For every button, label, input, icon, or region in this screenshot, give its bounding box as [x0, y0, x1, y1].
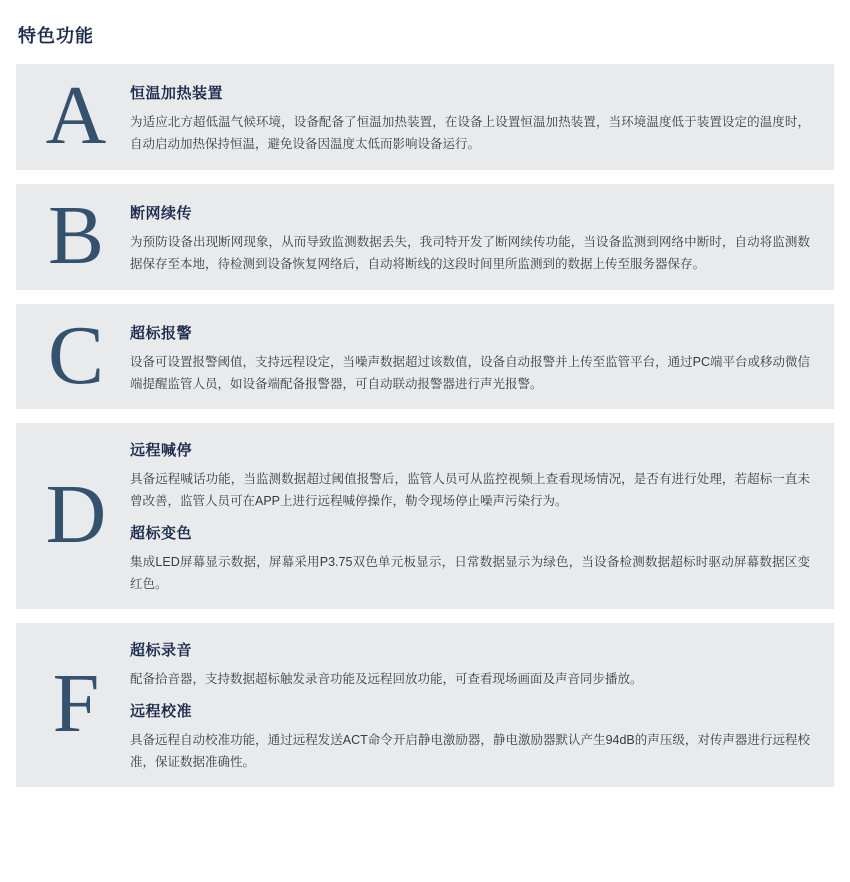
feature-text-secondary: 集成LED屏幕显示数据，屏幕采用P3.75双色单元板显示，日常数据显示为绿色，当设备检测数据超标时驱动屏幕数据区变红色。: [130, 555, 810, 592]
feature-title: 断网续传: [130, 204, 193, 222]
page-title: 特色功能: [18, 26, 94, 46]
feature-text-secondary: 具备远程自动校准功能，通过远程发送ACT命令开启静电激励器，静电激励器默认产生94dB的声压级，对传声器进行远程校准，保证数据准确性。: [130, 733, 810, 770]
feature-text: 为预防设备出现断网现象，从而导致监测数据丢失，我司特开发了断网续传功能，当设备监测到网络中断时，自动将监测数据保存至本地，待检测到设备恢复网络后，自动将断线的这段时间里所监测到的数据上传至服务器保存。: [130, 234, 810, 271]
feature-letter: F: [52, 657, 100, 751]
feature-body: [130, 316, 810, 395]
feature-letter: D: [45, 468, 107, 562]
feature-body: [130, 76, 810, 155]
feature-title: 超标报警: [130, 324, 193, 342]
feature-letter-wrap: [22, 188, 130, 282]
feature-card-a: [16, 64, 834, 170]
feature-card-d: [16, 423, 834, 609]
feature-letter-wrap: [22, 308, 130, 402]
feature-letter: B: [47, 188, 105, 282]
feature-title-secondary: 超标变色: [130, 525, 193, 543]
feature-letter-wrap: [22, 69, 130, 162]
feature-letter-wrap: [22, 468, 130, 562]
feature-text: 具备远程喊话功能，当监测数据超过阈值报警后，监管人员可从监控视频上查看现场情况，是否有进行处理，若超标一直未曾改善，监管人员可在APP上进行远程喊停操作，勒令现场停止噪声污染行为。: [130, 472, 810, 509]
feature-title: 恒温加热装置: [130, 85, 224, 102]
feature-body: [130, 196, 810, 275]
feature-text: 配备拾音器，支持数据超标触发录音功能及远程回放功能，可查看现场画面及声音同步播放。: [130, 672, 643, 687]
feature-title-secondary: 远程校准: [130, 703, 193, 721]
feature-text: 为适应北方超低温气候环境，设备配备了恒温加热装置，在设备上设置恒温加热装置，当环境温度低于装置设定的温度时，自动启动加热保持恒温，避免设备因温度太低而影响设备运行。: [130, 115, 810, 151]
feature-text: 设备可设置报警阈值，支持远程设定，当噪声数据超过该数值，设备自动报警并上传至监管平台，通过PC端平台或移动微信端提醒监管人员，如设备端配备报警器，可自动联动报警器进行声光报警。: [130, 354, 810, 391]
feature-page: [0, 22, 850, 787]
feature-body: [130, 435, 810, 595]
feature-body: [130, 635, 810, 773]
feature-title: 远程喊停: [130, 442, 193, 460]
feature-letter: A: [45, 69, 107, 162]
feature-card-f: [16, 623, 834, 787]
feature-letter: C: [47, 308, 105, 402]
feature-title: 超标录音: [130, 642, 193, 660]
feature-card-c: [16, 304, 834, 410]
feature-letter-wrap: [22, 657, 130, 751]
feature-card-b: [16, 184, 834, 290]
